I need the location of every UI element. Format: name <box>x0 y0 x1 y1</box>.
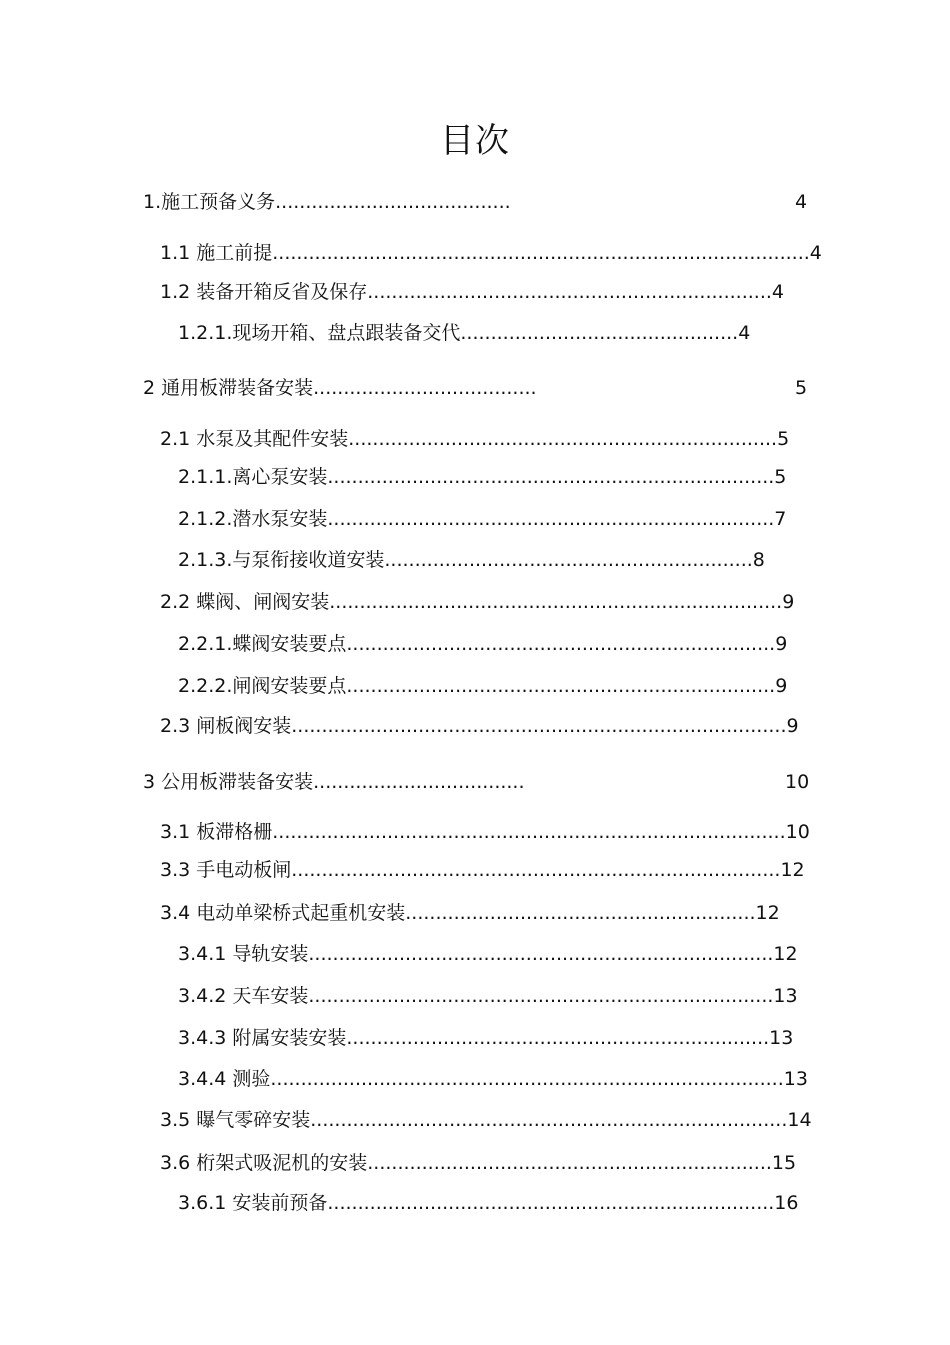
toc-entry-3[interactable]: 3 公用板滞装备安装................................... <box>143 771 525 793</box>
toc-entry-3-4-2[interactable]: 3.4.2 天车安装.............................................................................13 <box>178 985 798 1007</box>
toc-entry-3-4-4[interactable]: 3.4.4 测验.....................................................................................13 <box>178 1068 808 1090</box>
toc-entry-2-1[interactable]: 2.1 水泵及其配件安装.......................................................................5 <box>160 428 790 450</box>
toc-entry-1-2-1[interactable]: 1.2.1.现场开箱、盘点跟装备交代..............................................4 <box>178 322 751 344</box>
page-title: 目次 <box>440 121 510 161</box>
toc-entry-2[interactable]: 2 通用板滞装备安装..................................... <box>143 377 537 399</box>
toc-entry-1-page: 4 <box>795 191 808 213</box>
toc-entry-1[interactable]: 1.施工预备义务....................................... <box>143 191 511 213</box>
toc-entry-2-2-1[interactable]: 2.2.1.蝶阀安装要点.......................................................................9 <box>178 633 788 655</box>
toc-entry-3-5[interactable]: 3.5 曝气零碎安装...............................................................................14 <box>160 1109 812 1131</box>
toc-entry-3-6-1[interactable]: 3.6.1 安装前预备..........................................................................16 <box>178 1192 799 1214</box>
toc-entry-1-2[interactable]: 1.2 装备开箱反省及保存...................................................................4 <box>160 281 784 303</box>
toc-entry-3-4[interactable]: 3.4 电动单梁桥式起重机安装..........................................................12 <box>160 902 780 924</box>
toc-entry-2-2-2[interactable]: 2.2.2.闸阀安装要点.......................................................................9 <box>178 675 788 697</box>
toc-entry-3-page: 10 <box>785 771 810 793</box>
toc-entry-2-1-1[interactable]: 2.1.1.离心泵安装..........................................................................5 <box>178 466 787 488</box>
toc-entry-2-1-3[interactable]: 2.1.3.与泵衔接收道安装.............................................................8 <box>178 549 765 571</box>
toc-entry-3-3[interactable]: 3.3 手电动板闸.................................................................................12 <box>160 859 805 881</box>
toc-entry-2-page: 5 <box>795 377 808 399</box>
toc-entry-2-2[interactable]: 2.2 蝶阀、闸阀安装...........................................................................9 <box>160 591 795 613</box>
toc-entry-2-1-2[interactable]: 2.1.2.潜水泵安装..........................................................................7 <box>178 508 787 530</box>
toc-entry-3-4-1[interactable]: 3.4.1 导轨安装.............................................................................12 <box>178 943 798 965</box>
toc-entry-2-3[interactable]: 2.3 闸板阀安装..................................................................................9 <box>160 715 799 737</box>
toc-entry-1-1[interactable]: 1.1 施工前提.........................................................................................4 <box>160 242 822 264</box>
toc-entry-3-1[interactable]: 3.1 板滞格栅.....................................................................................10 <box>160 821 810 843</box>
toc-entry-3-4-3[interactable]: 3.4.3 附属安装安装......................................................................13 <box>178 1027 794 1049</box>
toc-entry-3-6[interactable]: 3.6 桁架式吸泥机的安装...................................................................15 <box>160 1152 797 1174</box>
